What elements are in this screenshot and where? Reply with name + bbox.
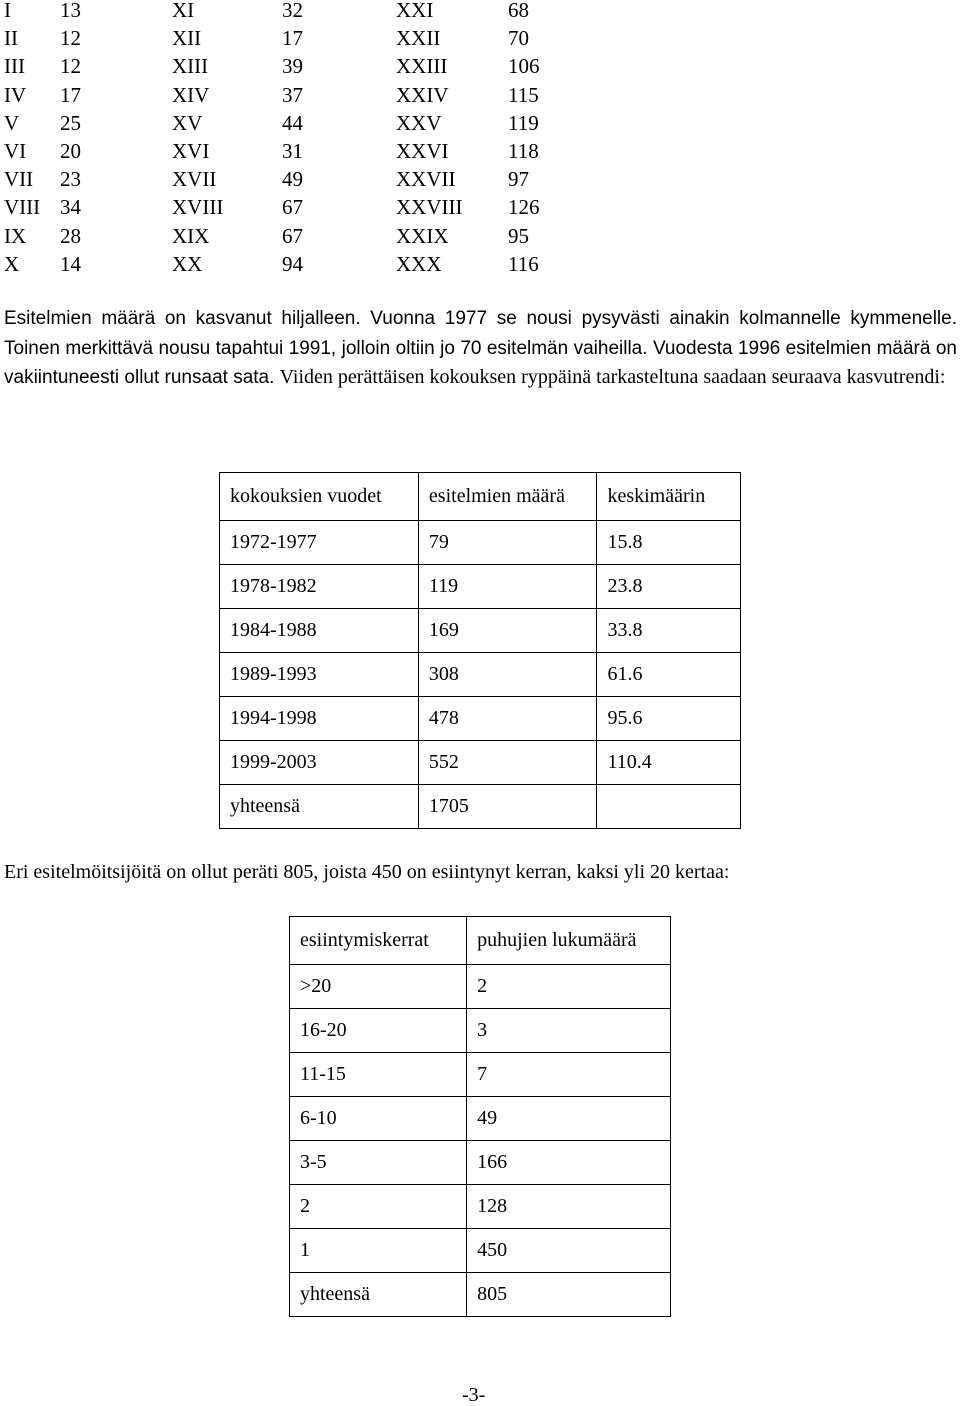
- roman-count: 32: [282, 0, 303, 22]
- roman-count: 119: [508, 110, 539, 135]
- roman-count: 25: [60, 110, 81, 135]
- speaker-frequency-table: [289, 916, 671, 1317]
- table-row: [290, 965, 671, 1009]
- roman-numeral: IX: [4, 223, 27, 248]
- roman-count: 39: [282, 54, 303, 79]
- roman-numeral: XXI: [396, 0, 434, 22]
- roman-count: 97: [508, 167, 529, 192]
- roman-numeral: VI: [4, 139, 27, 163]
- roman-row: [0, 197, 560, 225]
- roman-count: 17: [282, 26, 303, 51]
- table-row: [290, 1141, 671, 1185]
- table-cell: 1994-1998: [220, 697, 419, 741]
- roman-numeral: VIII: [4, 195, 41, 220]
- table-cell: 79: [418, 521, 597, 565]
- table-cell: 23.8: [597, 565, 741, 609]
- roman-row: [0, 251, 560, 282]
- table-cell: 16-20: [290, 1009, 467, 1053]
- table-cell: yhteensä: [220, 785, 419, 829]
- roman-count: 12: [60, 54, 81, 79]
- roman-numeral: V: [4, 110, 20, 135]
- roman-numeral: IV: [4, 82, 27, 107]
- roman-numeral: XV: [172, 110, 203, 135]
- roman-numeral: I: [4, 0, 11, 22]
- roman-numeral: XXII: [396, 26, 441, 51]
- roman-count: 31: [282, 139, 303, 163]
- roman-row: [0, 169, 560, 197]
- roman-numeral: XXVI: [396, 139, 449, 163]
- table-cell: 2: [467, 965, 671, 1009]
- table-header-cell: puhujien lukumäärä: [467, 917, 671, 965]
- table-cell: 805: [467, 1273, 671, 1317]
- roman-numeral: XXX: [396, 251, 442, 276]
- table-header-cell: esitelmien määrä: [418, 473, 597, 521]
- roman-numeral: VII: [4, 167, 34, 192]
- table-row: [290, 1185, 671, 1229]
- table-header-cell: esiintymiskerrat: [290, 917, 467, 965]
- roman-numeral: XXVIII: [396, 195, 463, 220]
- roman-count: 116: [508, 251, 539, 276]
- roman-count: 118: [508, 139, 539, 163]
- roman-row: [0, 0, 560, 28]
- table-cell: 1: [290, 1229, 467, 1273]
- table-cell: 478: [418, 697, 597, 741]
- paragraph-sentence-2: Vuodesta 1996 esitelmien määrä on vakiintuneesti ollut runsaat sata.: [4, 337, 957, 388]
- roman-count: 12: [60, 26, 81, 51]
- roman-numeral: XVIII: [172, 195, 224, 220]
- table-cell: 110.4: [597, 741, 741, 785]
- table-cell: 1999-2003: [220, 741, 419, 785]
- table-cell: 6-10: [290, 1097, 467, 1141]
- table-cell: 450: [467, 1229, 671, 1273]
- roman-count: 34: [60, 195, 81, 220]
- roman-count: 126: [508, 195, 540, 220]
- table-cell: >20: [290, 965, 467, 1009]
- table-row: [220, 653, 741, 697]
- roman-count: 67: [282, 223, 303, 248]
- roman-count: 68: [508, 0, 529, 22]
- roman-numeral: X: [4, 251, 20, 276]
- table-cell: 95.6: [597, 697, 741, 741]
- table-header-row: [220, 473, 741, 521]
- roman-numeral: XXV: [396, 110, 442, 135]
- roman-row: [0, 223, 560, 254]
- table-row: [290, 1053, 671, 1097]
- table-cell: 3: [467, 1009, 671, 1053]
- roman-numeral: XII: [172, 26, 202, 51]
- roman-count: 67: [282, 195, 303, 220]
- table-cell: 1984-1988: [220, 609, 419, 653]
- speakers-summary-sentence: Eri esitelmöitsijöitä on ollut peräti 805, joista 450 on esiintynyt kerran, kaksi yli 20 kertaa:: [4, 861, 730, 883]
- table-cell: [597, 785, 741, 829]
- roman-count: 14: [60, 251, 81, 276]
- roman-count: 44: [282, 110, 303, 135]
- roman-numeral: XVI: [172, 139, 210, 163]
- page-number: -3-: [462, 1384, 486, 1406]
- table-cell: 166: [467, 1141, 671, 1185]
- table-cell: 169: [418, 609, 597, 653]
- table-cell: 49: [467, 1097, 671, 1141]
- table-cell: 15.8: [597, 521, 741, 565]
- roman-row: [0, 110, 560, 141]
- roman-numeral: II: [4, 26, 18, 51]
- roman-count: 49: [282, 167, 303, 192]
- roman-numeral: III: [4, 54, 25, 79]
- roman-count: 37: [282, 82, 303, 107]
- table-cell: 3-5: [290, 1141, 467, 1185]
- table-cell: 308: [418, 653, 597, 697]
- roman-numeral: XX: [172, 251, 203, 276]
- table-row: [220, 609, 741, 653]
- table-row: [220, 697, 741, 741]
- table-row: [220, 565, 741, 609]
- roman-numeral: XVII: [172, 167, 217, 192]
- roman-numeral: XXIX: [396, 223, 449, 248]
- roman-numeral: XIV: [172, 82, 210, 107]
- table-cell: yhteensä: [290, 1273, 467, 1317]
- paragraph-sentence-1: Esitelmien määrä on kasvanut hiljalleen. Vuonna 1977 se nousi pysyvästi ainakin kolmannelle kymmenelle. Toinen merkittävä nousu tapahtui 1991, jolloin oltiin jo 70 esitelmän vaiheilla.: [4, 308, 957, 359]
- table-cell: 552: [418, 741, 597, 785]
- roman-numeral: XXIV: [396, 82, 449, 107]
- table-cell: 119: [418, 565, 597, 609]
- roman-row: [0, 56, 560, 84]
- roman-count: 115: [508, 82, 539, 107]
- paragraph-sentence-3: Viiden perättäisen kokouksen ryppäinä tarkasteltuna saadaan seuraava kasvutrendi:: [279, 366, 946, 388]
- table-row: [290, 1229, 671, 1273]
- roman-numeral: XXIII: [396, 54, 448, 79]
- table-cell: 1705: [418, 785, 597, 829]
- table-cell: 1989-1993: [220, 653, 419, 697]
- table-cell: 7: [467, 1053, 671, 1097]
- table-cell: 1972-1977: [220, 521, 419, 565]
- roman-count: 13: [60, 0, 81, 22]
- table-row: [220, 521, 741, 565]
- roman-numeral: XI: [172, 0, 195, 22]
- table-cell: 33.8: [597, 609, 741, 653]
- table-row: [220, 741, 741, 785]
- roman-count: 17: [60, 82, 81, 107]
- roman-row: [0, 82, 560, 113]
- table-cell: 61.6: [597, 653, 741, 697]
- roman-numeral: XIX: [172, 223, 210, 248]
- meeting-trend-table: [219, 472, 741, 829]
- roman-count: 106: [508, 54, 540, 79]
- table-header-row: [290, 917, 671, 965]
- table-row: [290, 1273, 671, 1317]
- table-cell: 128: [467, 1185, 671, 1229]
- table-header-cell: kokouksien vuodet: [220, 473, 419, 521]
- roman-count: 20: [60, 139, 81, 163]
- roman-numeral: XXVII: [396, 167, 456, 192]
- table-row: [220, 785, 741, 829]
- roman-count: 70: [508, 26, 529, 51]
- roman-count: 28: [60, 223, 81, 248]
- roman-count: 23: [60, 167, 81, 192]
- table-cell: 1978-1982: [220, 565, 419, 609]
- table-cell: 2: [290, 1185, 467, 1229]
- body-paragraph: [4, 304, 957, 393]
- table-header-cell: keskimäärin: [597, 473, 741, 521]
- roman-count: 95: [508, 223, 529, 248]
- table-row: [290, 1009, 671, 1053]
- table-cell: 11-15: [290, 1053, 467, 1097]
- roman-row: [0, 141, 560, 169]
- table-row: [290, 1097, 671, 1141]
- roman-row: [0, 28, 560, 56]
- roman-numeral: XIII: [172, 54, 209, 79]
- roman-count: 94: [282, 251, 303, 276]
